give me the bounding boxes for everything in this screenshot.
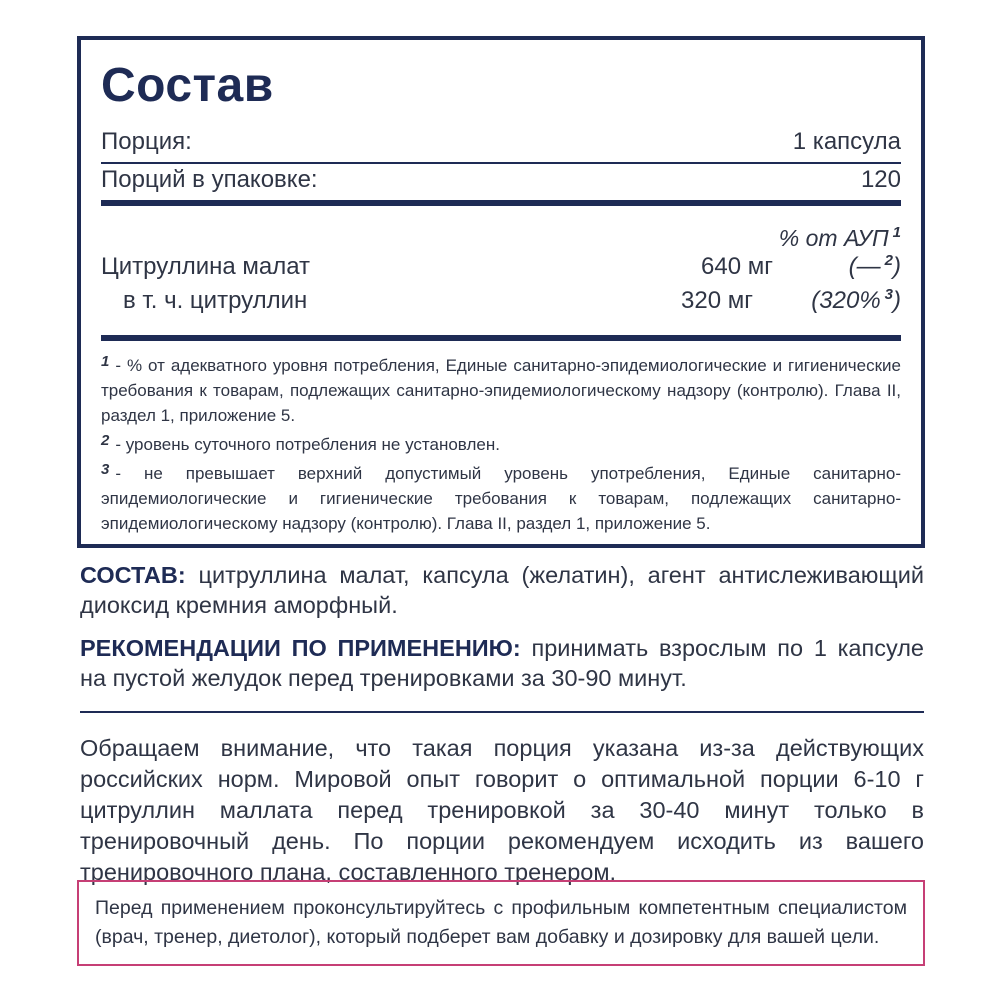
usage-section [80,633,924,693]
supplement-facts-box [77,36,925,548]
ingredient-row [101,252,901,286]
facts-title: Состав [101,59,274,112]
ingredient-amount: 320 мг [681,287,753,314]
footnote-mark: 3 [884,286,893,303]
ingredient-dv-close: ) [893,253,901,280]
composition-label: СОСТАВ: [80,562,186,588]
footnote [101,457,901,536]
consultation-warning-box [77,880,925,966]
ingredient-name: Цитруллина малат [101,253,311,280]
footnote [101,428,901,457]
ingredient-daily-value [791,286,901,315]
footnote-text: - уровень суточного потребления не установлен. [115,435,500,454]
ingredient-amount: 640 мг [701,253,773,280]
composition-section [80,560,924,620]
composition-text: цитруллина малат, капсула (желатин), агент антислеживающий диоксид кремния аморфный. [80,562,924,618]
ingredient-dv-value: (320% [811,287,881,314]
facts-divider [101,335,901,341]
footnote-text: - % от адекватного уровня потребления, Единые санитарно-эпидемиологические и гигиенические требования к товарам, подлежащих санитарно-эпидемиологическому надзору (контролю). Глава II, раздел 1, приложение 5. [101,356,901,425]
consultation-warning-text: Перед применением проконсультируйтесь с профильным компетентным специалистом (врач, тренер, диетолог), который подберет вам добавку и дозировку для вашей цели. [95,897,907,948]
ingredient-daily-value [811,252,901,281]
usage-label: РЕКОМЕНДАЦИИ ПО ПРИМЕНЕНИЮ: [80,635,521,661]
footnote-mark: 2 [884,252,893,269]
ingredient-name: в т. ч. цитруллин [123,287,308,314]
footnote-mark: 2 [101,432,110,449]
dosage-note: Обращаем внимание, что такая порция указана из-за действующих российских норм. Мировой опыт говорит о оптимальной порции 6-10 г цитруллин маллата перед тренировкой за 30-40 минут только в тренировочный день. По порции рекомендуем исходить из вашего тренировочного плана, составленного тренером. [80,735,924,885]
servings-per-pack-row [101,164,901,206]
ingredient-dv-value: (— [848,253,881,280]
footnote-mark: 1 [892,224,901,241]
footnote [101,349,901,428]
portion-value: 1 капсула [792,128,901,155]
section-divider [80,711,924,713]
ingredient-dv-close: ) [893,287,901,314]
portion-label: Порция: [101,128,192,155]
daily-value-header-label: % от АУП [778,225,889,251]
servings-per-pack-label: Порций в упаковке: [101,166,318,193]
footnotes [101,349,901,536]
usage-text: принимать взрослым по 1 капсуле на пустой желудок перед тренировками за 30-90 минут. [80,635,924,691]
servings-per-pack-value: 120 [860,166,901,193]
footnote-mark: 1 [101,353,110,370]
footnote-mark: 3 [101,461,110,478]
ingredient-row [101,286,901,320]
daily-value-header [101,224,901,252]
footnote-text: - не превышает верхний допустимый уровень употребления, Единые санитарно-эпидемиологические и гигиенические требования к товарам, подлежащих санитарно-эпидемиологическому надзору (контролю). Глава II, раздел 1, приложение 5. [101,464,901,533]
portion-row [101,128,901,164]
